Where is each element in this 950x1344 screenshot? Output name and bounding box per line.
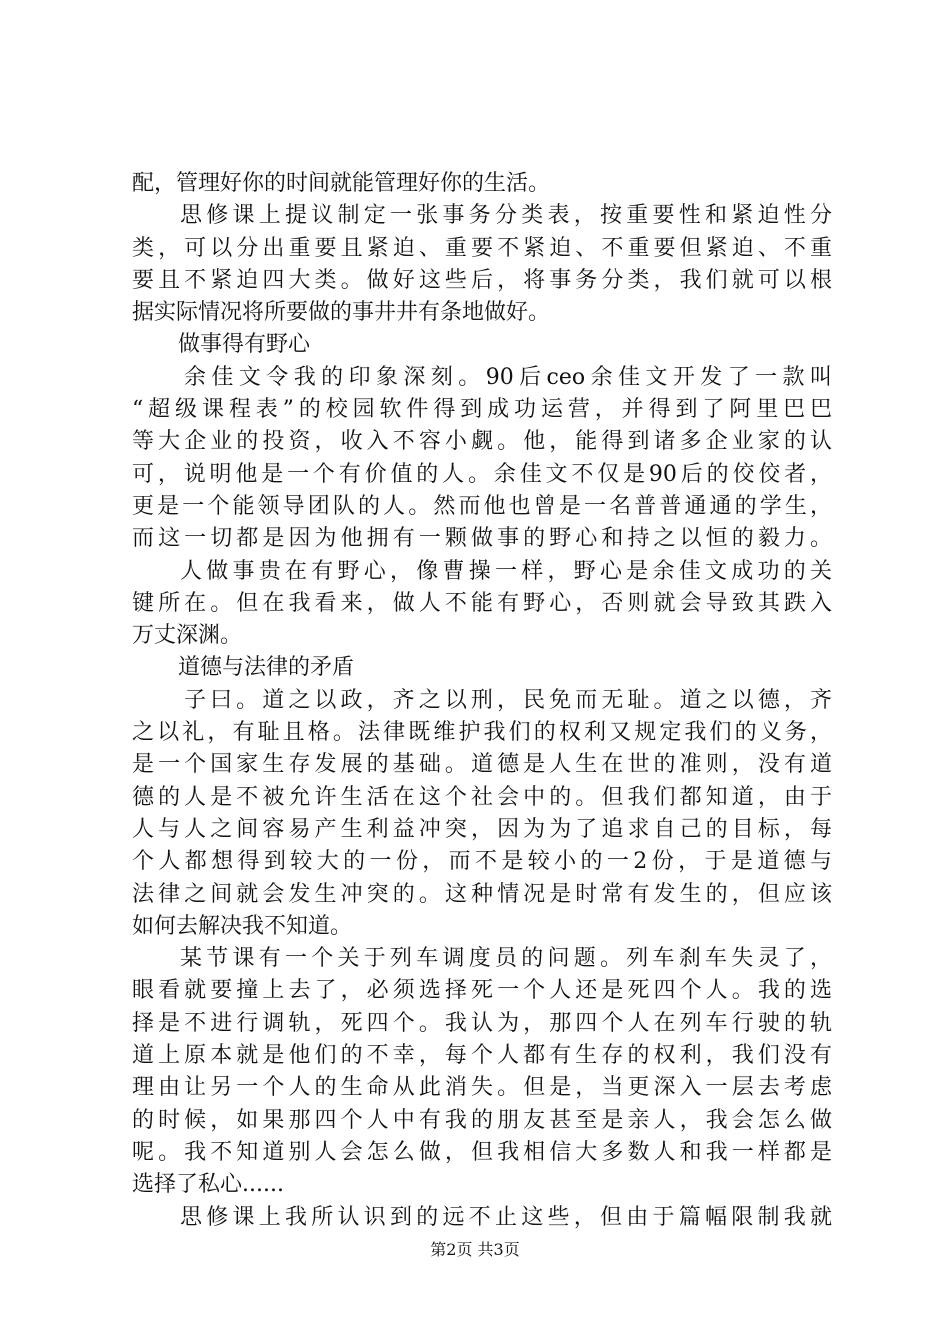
text-line: 要且不紧迫四大类。做好这些后，将事务分类，我们就可以根: [132, 267, 832, 293]
text-line: “超级课程表”的校园软件得到成功运营，并得到了阿里巴巴: [132, 397, 832, 423]
text-line: 法律之间就会发生冲突的。这种情况是时常有发生的，但应该: [132, 881, 832, 907]
text-line: 而这一切都是因为他拥有一颗做事的野心和持之以恒的毅力。: [132, 526, 832, 552]
document-body: [132, 168, 832, 1234]
text-line: 如何去解决我不知道。: [132, 913, 353, 939]
text-line: 配，管理好你的时间就能管理好你的生活。: [132, 171, 551, 196]
paragraph-first-line: 某节课有一个关于列车调度员的问题。列车刹车失灵了，: [180, 946, 832, 972]
text-line: 个人都想得到较大的一份，而不是较小的一2份，于是道德与: [132, 849, 832, 875]
paragraph-first-line: 子曰。道之以政，齐之以刑，民免而无耻。道之以德，齐: [184, 687, 832, 713]
paragraph-first-line: 余佳文令我的印象深刻。90后ceo余佳文开发了一款叫: [184, 364, 832, 390]
text-line: 更是一个能领导团队的人。然而他也曾是一名普普通通的学生，: [132, 493, 832, 519]
text-line: 据实际情况将所要做的事井井有条地做好。: [132, 300, 551, 326]
text-line: 是一个国家生存发展的基础。道德是人生在世的准则，没有道: [132, 752, 832, 778]
text-line: 道上原本就是他们的不幸，每个人都有生存的权利，我们没有: [132, 1043, 832, 1069]
text-line: 人与人之间容易产生利益冲突，因为为了追求自己的目标，每: [132, 816, 832, 842]
text-line: 万丈深渊。: [132, 623, 243, 649]
text-line: 类，可以分出重要且紧迫、重要不紧迫、不重要但紧迫、不重: [132, 235, 832, 261]
paragraph-first-line: 人做事贵在有野心，像曹操一样，野心是余佳文成功的关: [180, 558, 832, 584]
section-heading: 道德与法律的矛盾: [178, 655, 355, 681]
page-indicator: 第2页 共3页: [430, 1240, 520, 1259]
text-line: 之以礼，有耻且格。法律既维护我们的权利又规定我们的义务，: [132, 720, 832, 746]
text-line: 等大企业的投资，收入不容小觑。他，能得到诸多企业家的认: [132, 429, 832, 455]
text-line: 选择了私心......: [132, 1172, 284, 1198]
text-line: 德的人是不被允许生活在这个社会中的。但我们都知道，由于: [132, 784, 832, 810]
text-line: 可，说明他是一个有价值的人。余佳文不仅是90后的佼佼者，: [132, 461, 832, 487]
section-heading: 做事得有野心: [178, 332, 311, 358]
text-line: 眼看就要撞上去了，必须选择死一个人还是死四个人。我的选: [132, 978, 832, 1004]
paragraph-first-line: 思修课上我所认识到的远不止这些，但由于篇幅限制我就: [180, 1204, 832, 1230]
text-line: 键所在。但在我看来，做人不能有野心，否则就会导致其跌入: [132, 590, 832, 616]
paragraph-first-line: 思修课上提议制定一张事务分类表，按重要性和紧迫性分: [180, 203, 832, 229]
text-line: 的时候，如果那四个人中有我的朋友甚至是亲人，我会怎么做: [132, 1107, 832, 1133]
text-line: 呢。我不知道别人会怎么做，但我相信大多数人和我一样都是: [132, 1139, 832, 1165]
page-footer: [0, 1240, 950, 1260]
text-line: 择是不进行调轨，死四个。我认为，那四个人在列车行驶的轨: [132, 1010, 832, 1036]
text-line: 理由让另一个人的生命从此消失。但是，当更深入一层去考虑: [132, 1075, 832, 1101]
